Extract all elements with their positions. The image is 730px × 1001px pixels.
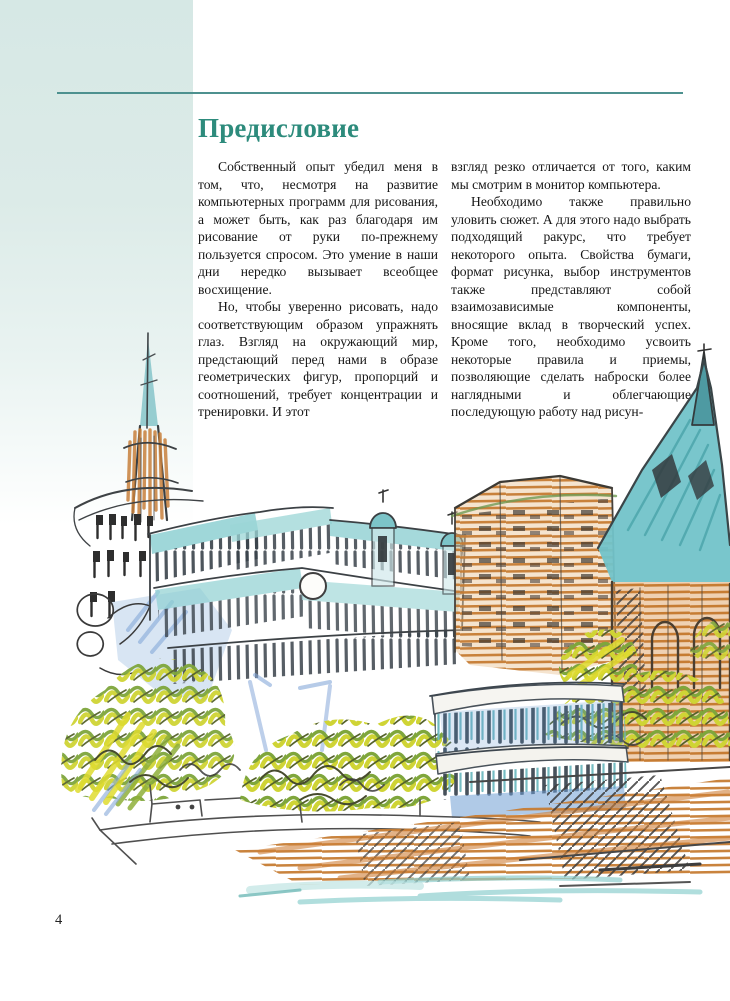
paragraph: Но, чтобы уверенно рисовать, надо соответствующим образом упражнять глаз. Взгляд на окружающий мир, предстающий перед нами в образе геометрических фигур, пропорций и соотношений, требует концентрации и тренировки. И этот [198,299,438,420]
cityscape-sketch-illustration [0,330,730,920]
paragraph: Собственный опыт убедил меня в том, что, несмотря на развитие компьютерных программ для рисования, а может быть, как раз благодаря им рисование от руки по-прежнему пользуется спросом. Это умение в наши дни нередко вызывает всеобщее восхищение. [198,159,438,297]
page-number: 4 [55,912,63,928]
header-rule [57,92,683,94]
paragraph: Необходимо также правильно уловить сюжет. А для этого надо выбрать подходящий ракурс, что требует некоторого опыта. Свойства бумаги, формат рисунка, выбор инструментов также представляют собой взаимозависимые компоненты, вносящие вклад в творческий успех. Кроме того, необходимо усвоить некоторые правила и приемы, позволяющие сделать наброски более наглядными и облегчающие последующую работу над рисун- [451,194,691,420]
left-spire-sketch [124,333,178,522]
page-title: Предисловие [198,113,360,143]
paragraph: взгляд резко отличается от того, каким мы смотрим в монитор компьютера. [451,159,691,192]
